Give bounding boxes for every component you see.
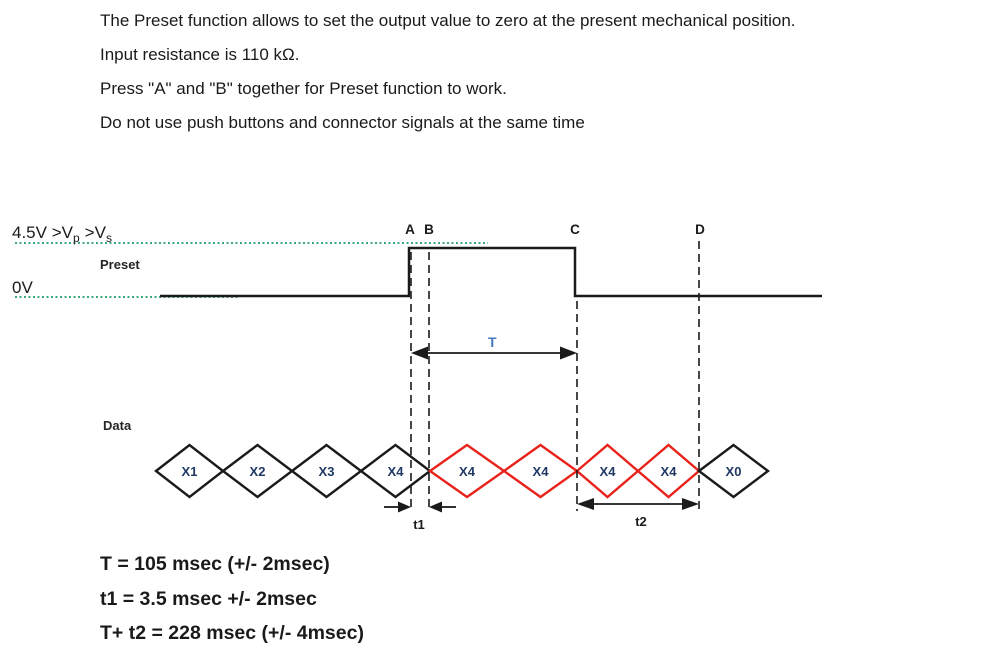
preset-signal-label: Preset: [100, 257, 140, 272]
diamond-label-x4-red-2: X4: [532, 464, 549, 479]
intro-line-4: Do not use push buttons and connector signals at the same time: [100, 113, 585, 132]
intro-line-1: The Preset function allows to set the output value to zero at the present mechanical position.: [100, 11, 796, 30]
t1-right-arrow-head-icon: [429, 502, 442, 513]
marker-c-label: C: [570, 222, 580, 237]
diamond-label-x2: X2: [249, 464, 266, 479]
diamond-label-x1: X1: [181, 464, 198, 479]
diamond-label-x4-red-3: X4: [599, 464, 616, 479]
data-row-label: Data: [103, 418, 132, 433]
timing-values-block: [100, 547, 364, 649]
high-level-label: $4.5V >V_p >V_s$: [12, 223, 112, 245]
diamond-label-x4-black: X4: [387, 464, 404, 479]
low-level-label: 0V: [12, 278, 33, 297]
preset-signal-waveform: [160, 248, 822, 296]
marker-a-label: A: [405, 222, 415, 237]
timing-line-t1: t1 = 3.5 msec +/- 2msec: [100, 587, 317, 610]
timing-line-t2: T+ t2 = 228 msec (+/- 4msec): [100, 622, 364, 644]
diamond-label-x4-red-1: X4: [459, 464, 475, 479]
t-arrow-left-head-icon: [411, 347, 428, 360]
t-arrow-right-head-icon: [560, 347, 577, 360]
marker-b-label: B: [424, 222, 434, 237]
t2-arrow-left-head-icon: [577, 498, 594, 510]
diamond-label-x3: X3: [318, 464, 335, 479]
diamond-label-x0: X0: [725, 464, 742, 479]
intro-line-2: Input resistance is 110 kΩ.: [100, 45, 300, 64]
diamond-label-x4-red-4: X4: [660, 464, 677, 479]
t2-label: t2: [635, 514, 647, 529]
t1-label: t1: [413, 517, 425, 532]
t-label: T: [488, 334, 497, 350]
timing-line-t: T = 105 msec (+/- 2msec): [100, 553, 330, 575]
t2-arrow-right-head-icon: [682, 498, 699, 510]
marker-d-label: D: [695, 222, 705, 237]
intro-line-3: Press "A" and "B" together for Preset function to work.: [100, 79, 507, 98]
t1-left-arrow-head-icon: [398, 502, 411, 513]
